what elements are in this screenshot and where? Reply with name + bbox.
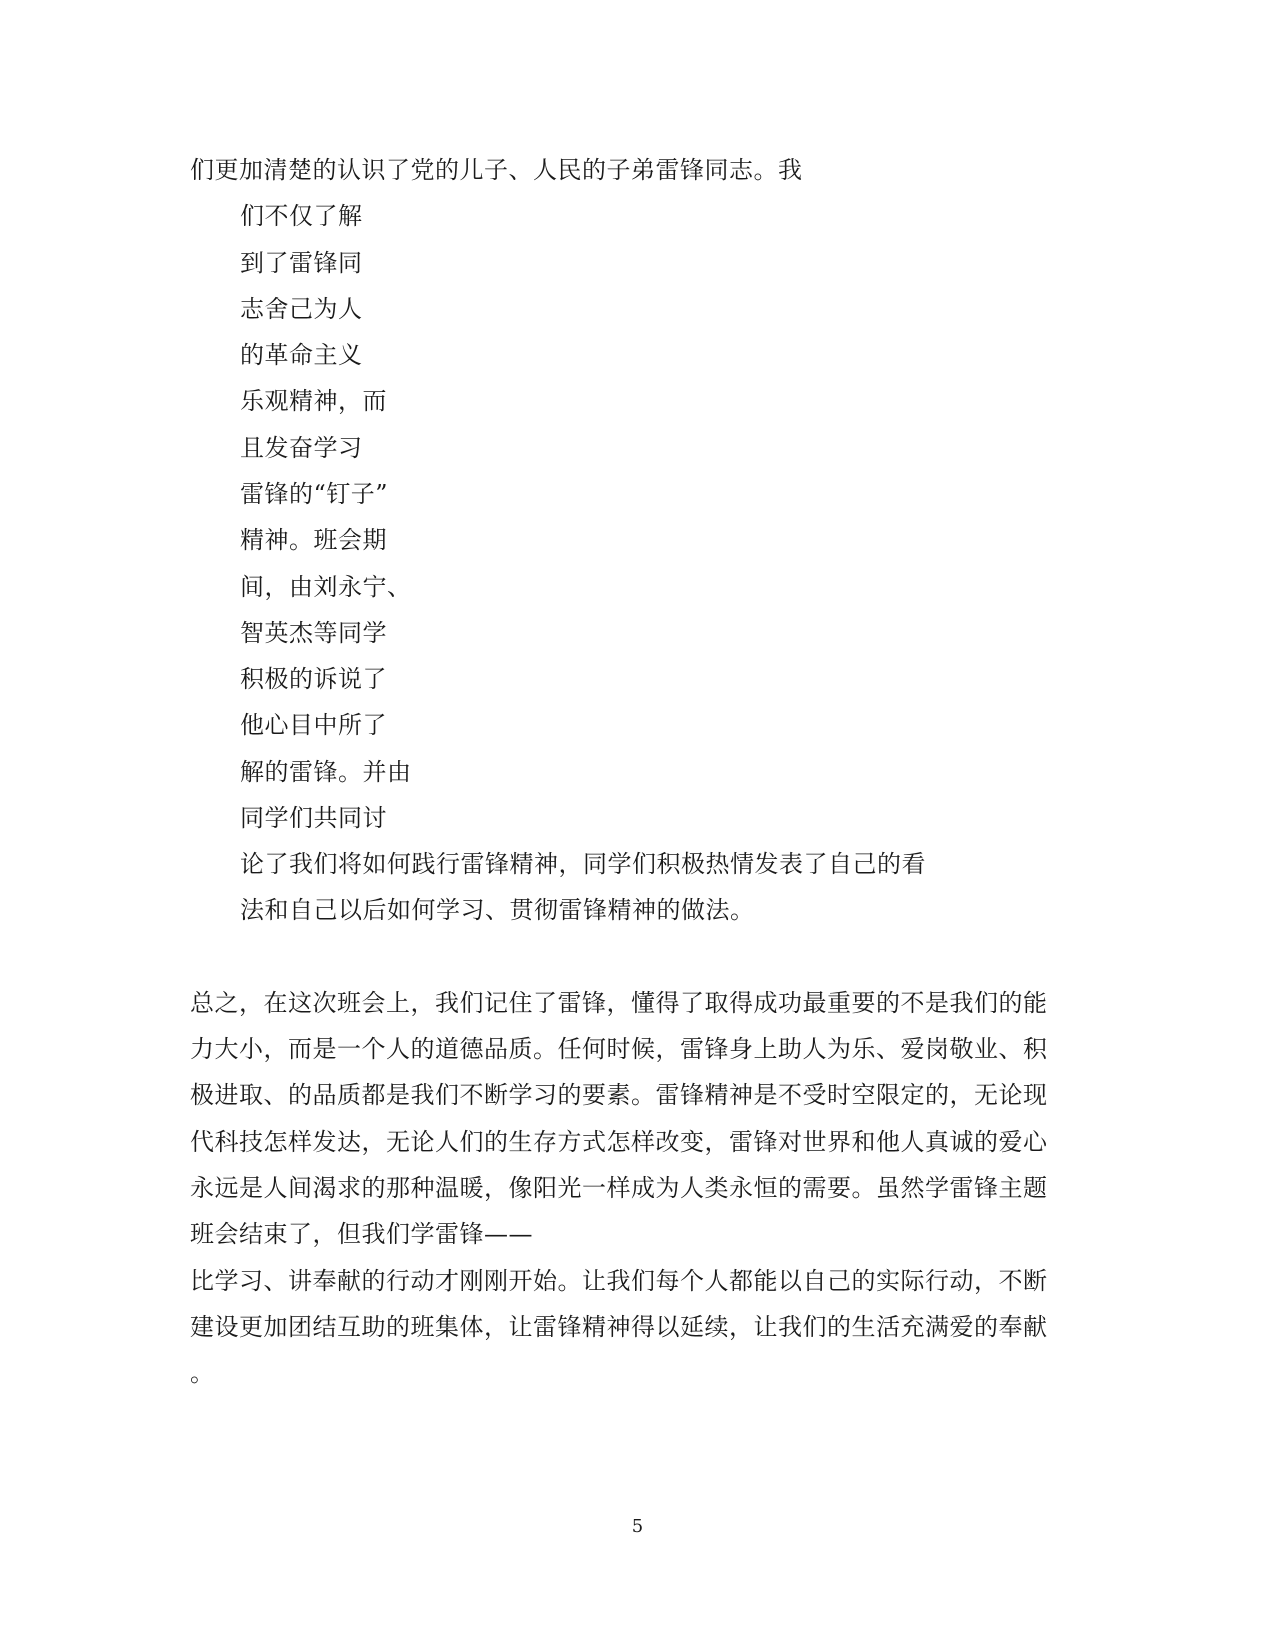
- text-line: 极进取、的品质都是我们不断学习的要素。雷锋精神是不受时空限定的，无论现: [190, 1081, 1048, 1109]
- text-line: 同学们共同讨: [240, 804, 387, 832]
- text-line: 班会结束了，但我们学雷锋——: [190, 1220, 533, 1248]
- text-line: 永远是人间渴求的那种温暖，像阳光一样成为人类永恒的需要。虽然学雷锋主题: [190, 1174, 1048, 1202]
- text-line: 。: [190, 1359, 215, 1387]
- text-line: 比学习、讲奉献的行动才刚刚开始。让我们每个人都能以自己的实际行动，不断: [190, 1267, 1048, 1295]
- text-line: 的革命主义: [240, 341, 363, 369]
- text-line: 们不仅了解: [240, 202, 363, 230]
- text-line: 积极的诉说了: [240, 665, 387, 693]
- text-line: 解的雷锋。并由: [240, 758, 412, 786]
- page-number: 5: [631, 1516, 644, 1537]
- text-line: 总之，在这次班会上，我们记住了雷锋，懂得了取得成功最重要的不是我们的能: [190, 989, 1048, 1017]
- text-line: 法和自己以后如何学习、贯彻雷锋精神的做法。: [240, 896, 755, 924]
- text-line: 力大小，而是一个人的道德品质。任何时候，雷锋身上助人为乐、爱岗敬业、积: [190, 1035, 1048, 1063]
- text-line: 乐观精神，而: [240, 387, 387, 415]
- text-line: 志舍己为人: [240, 295, 363, 323]
- text-line: 雷锋的“钉子”: [240, 480, 389, 508]
- text-line: 代科技怎样发达，无论人们的生存方式怎样改变，雷锋对世界和他人真诚的爱心: [190, 1128, 1048, 1156]
- text-line: 们更加清楚的认识了党的儿子、人民的子弟雷锋同志。我: [190, 156, 803, 184]
- text-line: 且发奋学习: [240, 434, 363, 462]
- text-line: 论了我们将如何践行雷锋精神，同学们积极热情发表了自己的看: [240, 850, 926, 878]
- text-line: 建设更加团结互助的班集体，让雷锋精神得以延续，让我们的生活充满爱的奉献: [190, 1313, 1048, 1341]
- text-line: 他心目中所了: [240, 711, 387, 739]
- text-line: 精神。班会期: [240, 526, 387, 554]
- text-line: 到了雷锋同: [240, 249, 363, 277]
- text-line: 间，由刘永宁、: [240, 573, 412, 601]
- text-line: 智英杰等同学: [240, 619, 387, 647]
